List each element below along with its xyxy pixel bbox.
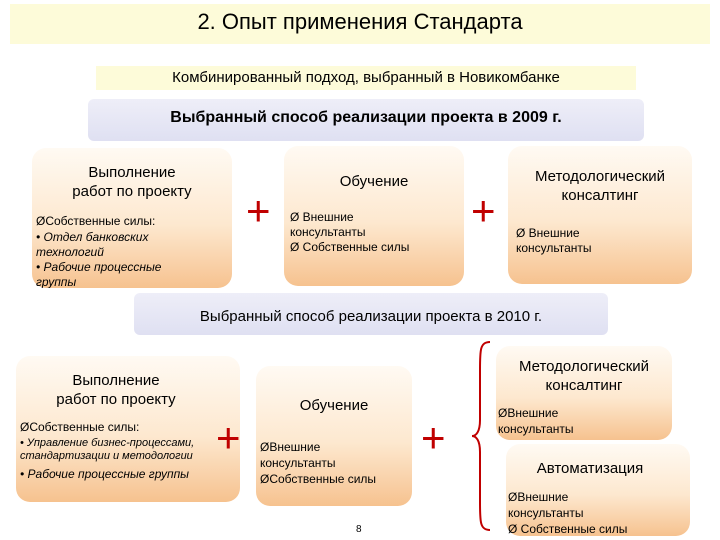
plan-2010-consulting-line2: консультанты: [498, 422, 574, 436]
plan-2010-consulting-title-1: Методологический: [518, 358, 650, 375]
plan-2010-automation-line3: Ø Собственные силы: [508, 522, 628, 536]
plus-sign: +: [421, 414, 446, 461]
plan-2010-automation-line1: ØВнешние: [508, 490, 569, 504]
plan-2010-execution-own-label: ØСобственные силы:: [20, 420, 140, 434]
plan-2010-execution-title-2: работ по проекту: [56, 391, 176, 408]
plan-2010-heading: Выбранный способ реализации проекта в 2010 г.: [199, 308, 543, 325]
plan-2009-heading: Выбранный способ реализации проекта в 2009 г.: [170, 109, 562, 126]
plan-2009-execution-title-2: работ по проекту: [72, 183, 192, 200]
plan-2010-training-line1: ØВнешние: [260, 440, 321, 454]
plan-2009-training-line3: Ø Собственные силы: [290, 240, 410, 254]
plan-2010-execution-title-1: Выполнение: [72, 372, 160, 389]
plan-2010-automation-title: Автоматизация: [536, 460, 644, 477]
plus-sign: +: [246, 187, 271, 234]
plan-2010-execution-item2: • Рабочие процессные группы: [20, 467, 190, 481]
plan-2010-training-line2: консультанты: [260, 456, 336, 470]
plan-2010-automation-line2: консультанты: [508, 506, 584, 520]
page-title: 2. Опыт применения Стандарта: [197, 9, 523, 34]
plan-2009-execution-own-label: ØСобственные силы:: [36, 214, 156, 228]
plan-2009-consulting-title-1: Методологический: [534, 168, 666, 185]
plan-2009-execution-item2-line1: • Рабочие процессные: [36, 260, 162, 274]
plan-2010-execution-item1-line1: • Управление бизнес-процессами,: [20, 437, 195, 449]
plan-2009-consulting-line1: Ø Внешние: [516, 226, 580, 240]
plus-sign: +: [216, 414, 241, 461]
plan-2009-training-line1: Ø Внешние: [290, 210, 354, 224]
plan-2009-training-line2: консультанты: [290, 225, 366, 239]
page-number: 8: [356, 524, 362, 535]
page-subtitle: Комбинированный подход, выбранный в Новикомбанке: [172, 69, 560, 86]
plan-2009-training-title: Обучение: [339, 173, 409, 190]
plan-2009-execution-item2-line2: группы: [36, 275, 77, 288]
plan-2010-consulting-title-2: консалтинг: [545, 377, 623, 394]
plan-2010-consulting-line1: ØВнешние: [498, 406, 559, 420]
plan-2009-execution-item1-line1: • Отдел банковских: [36, 230, 149, 244]
plan-2010-execution-item1-line2: стандартизации и методологии: [20, 450, 193, 462]
curly-brace-icon: [470, 340, 494, 532]
plan-2009-execution-item1-line2: технологий: [36, 245, 104, 259]
plan-2010-training-title: Обучение: [299, 397, 369, 414]
plan-2009-consulting-line2: консультанты: [516, 241, 592, 255]
plan-2009-execution-title-1: Выполнение: [88, 164, 176, 181]
plan-2009-consulting-title-2: консалтинг: [561, 187, 639, 204]
plus-sign: +: [471, 187, 496, 234]
plan-2010-training-line3: ØСобственные силы: [260, 472, 377, 486]
